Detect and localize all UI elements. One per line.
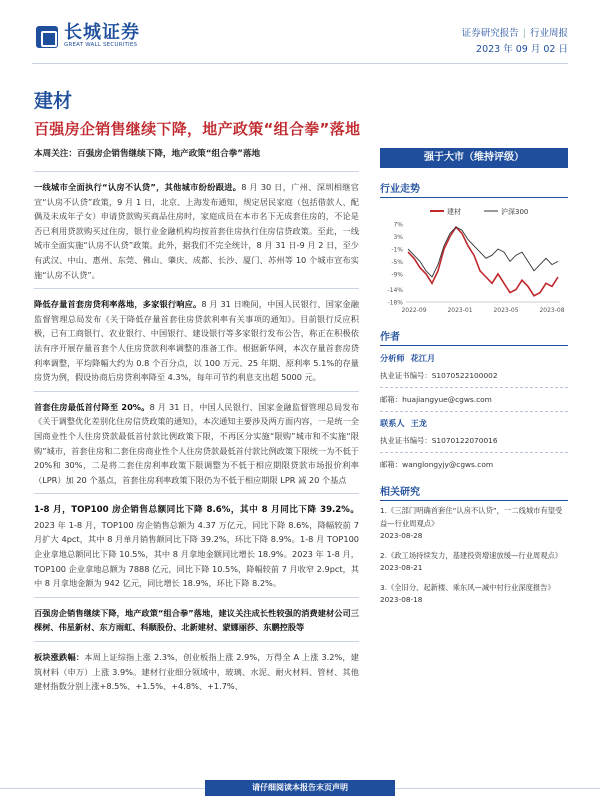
- header-divider: [32, 63, 568, 64]
- contact-email[interactable]: 邮箱：wanglongyjy@cgws.com: [380, 460, 494, 469]
- related-item[interactable]: 2.《政工场持续发力，基建投资增速放缓—行业周观点》: [380, 550, 563, 560]
- sidebar: [380, 148, 568, 614]
- authors-title: 作者: [380, 328, 568, 346]
- y-tick-label: -9%: [391, 271, 403, 279]
- related-title: 相关研究: [380, 483, 568, 501]
- section-2: [34, 288, 359, 385]
- series-line-0: [408, 227, 558, 296]
- y-tick-label: -18%: [387, 299, 403, 307]
- logo-text-en: GREAT WALL SECURITIES: [64, 42, 138, 48]
- section-lead: 一线城市全面执行“认房不认贷”，其他城市纷纷跟进。: [34, 182, 242, 192]
- trend-title: 行业走势: [380, 180, 568, 198]
- report-header: [0, 0, 600, 70]
- trend-chart-svg: [380, 202, 568, 322]
- analyst-name: 花江月: [410, 353, 436, 363]
- main-content: [34, 148, 359, 694]
- related-date: 2023-08-28: [380, 531, 423, 540]
- contact-row: [380, 415, 568, 432]
- analyst-row: [380, 350, 568, 367]
- section-body: 本周上证综指上涨 2.3%，创业板指上涨 2.9%，万得全 A 上涨 3.2%，建筑材料（申万）上涨 3.9%。建材行业细分领域中，玻璃、水泥、耐火材料、管材、其他建材指数分别上涨+8.5%、+1.5%、+4.8%、+1.7%、: [34, 652, 359, 692]
- related-list: [380, 505, 568, 607]
- analyst-label: 分析师: [380, 353, 405, 363]
- section-6: [34, 641, 359, 694]
- legend-label-a: 建材: [447, 208, 461, 216]
- related-date: 2023-08-21: [380, 563, 423, 572]
- section-1: [34, 171, 359, 282]
- section-lead: 首套住房最低首付降至 20%。: [34, 401, 150, 412]
- report-type: 证券研究报告: [461, 28, 519, 39]
- analyst-email[interactable]: 邮箱：huajiangyue@cgws.com: [380, 395, 492, 404]
- weekly-focus: 本周关注：百强房企销售继续下降，地产政策“组合拳”落地: [34, 149, 261, 159]
- report-kind: 行业周报: [529, 28, 568, 39]
- analyst-cert: 执业证书编号：S1070522100002: [380, 371, 498, 380]
- logo-text-cn: 长城证券: [64, 22, 140, 43]
- x-tick-label: 2022-09: [401, 307, 427, 314]
- y-tick-label: 3%: [393, 233, 403, 241]
- section-lead: 百强房企销售继续下降，地产政策“组合拳”落地，建议关注成长性较强的消费建材公司三棵树、伟星新材、东方雨虹、科顺股份、北新建材、蒙娜丽莎、东鹏控股等: [34, 607, 359, 633]
- contact-name: 王龙: [410, 418, 427, 428]
- divider: [380, 387, 568, 388]
- section-5: [34, 597, 359, 635]
- section-body: 2023 年 1-8 月，TOP100 房企销售总额为 4.37 万亿元，同比下降 8.6%，降幅较前 7 月扩大 4pct，其中 8 月单月销售额同比下降 39.2%，环比下降 8.9%。1-8 月 TOP100 企业拿地总额同比下降 10.5%，其中 8 月拿地金额同比增长 18.9%。2023 年 1-8 月，TOP100 企业拿地总额为 7888 亿元，同比下降 10.5%，降幅较前 7 月收窄 2.9pct，其中 8 月拿地金额为 942 亿元，同比增长 18.9%，环比下降 8.2%。: [34, 519, 359, 589]
- footer: [0, 778, 600, 800]
- report-meta: 证券研究报告 | 行业周报 2023 年 09 月 02 日: [462, 26, 568, 58]
- x-tick-label: 2023-05: [493, 307, 519, 314]
- company-logo: [36, 24, 140, 49]
- rating-badge: 强于大市（维持评级）: [380, 148, 568, 168]
- contact-label: 联系人: [380, 418, 405, 428]
- related-item[interactable]: 3.《全旧分、起新楼、乘东风—减中村行业深度报告》: [380, 582, 555, 592]
- section-body: 8 月 30 日，广州、深圳相继官宣“认房不认贷”政策，9 月 1 日，北京、上海发布通知，规定居民家庭（包括借款人、配偶及未成年子女）申请贷款购买商品住房时，家庭成员在本市名下无成套住房的，不论是否已利用贷款购买过住房，银行业金融机构均按首套住房执行住房信贷政策。至此，一线城市全面实施“认房不认贷”政策。此外，据我们不完全统计，8 月 31 日-9 月 2 日，至少有武汉、中山、惠州、东莞、佛山、肇庆、成都、长沙、厦门、苏州等 10 个城市宣布实施“认房不认贷”。: [34, 182, 359, 280]
- y-tick-label: -5%: [391, 258, 403, 266]
- section-lead: 降低存量首套房贷利率落地，多家银行响应。: [34, 299, 202, 310]
- legend-label-b: 沪深300: [501, 208, 529, 216]
- section-lead: 1-8 月，TOP100 房企销售总额同比下降 8.6%，其中 8 月同比下降 39.2%。: [34, 505, 359, 516]
- logo-icon: [36, 26, 58, 48]
- related-item[interactable]: 1.《三部门明确首套住“认房不认贷”，一二线城市有望受益—行业周观点》: [380, 506, 563, 528]
- trend-chart: [380, 202, 568, 322]
- y-tick-label: -14%: [387, 287, 403, 295]
- divider: [380, 452, 568, 453]
- section-body: 8 月 31 日晚间，中国人民银行、国家金融监督管理总局发布《关于降低存量首套住房贷款利率有关事项的通知》。目前银行反应积极，已有工商银行、农业银行、中国银行、建设银行等多家银行发布公告，称正在积极依法有序开展存量首套个人住房贷款利率调整的准备工作。根据新华网，本次存量首套房贷利率调整，平均降幅大约为 0.8 个百分点，以 100 万元、25 年期、原利率 5.1%的存量房贷为例，假设协商后房贷利率降至 4.3%，每年可节约利息支出超 5000 元。: [34, 299, 359, 383]
- y-tick-label: -1%: [391, 246, 403, 254]
- footer-notice: 请仔细阅读本报告末页声明: [205, 780, 395, 796]
- y-tick-label: 7%: [393, 221, 403, 229]
- section-lead: 板块涨跌幅：: [34, 652, 85, 663]
- section-4: [34, 493, 359, 591]
- related-date: 2023-08-18: [380, 595, 423, 604]
- page-title: 百强房企销售继续下降，地产政策“组合拳”落地: [34, 120, 361, 138]
- sector-title: 建材: [34, 90, 73, 112]
- report-date: 2023 年 09 月 02 日: [476, 44, 568, 55]
- section-body: 8 月 31 日，中国人民银行、国家金融监督管理总局发布《关于调整优化差别化住房信贷政策的通知》，本次通知主要涉及两方面内容，一是统一全国商业性个人住房贷款最低首付款比例政策下限，不再区分实施“限购”城市和不实施“限购”城市，首套住房和二套住房商业性个人住房贷款最低首付款比例政策下限统一为不低于 20%和 30%，二是将二套住房利率政策下限调整为不低于相应期限贷款市场报价利率（LPR）加 20 个基点，首套住房利率政策下限仍为不低于相应期限 LPR 减 20 个基点: [34, 401, 360, 485]
- section-3: [34, 391, 359, 488]
- series-line-1: [408, 227, 558, 277]
- x-tick-label: 2023-01: [447, 307, 473, 314]
- divider: [380, 411, 568, 412]
- contact-cert: 执业证书编号：S1070122070016: [380, 436, 498, 445]
- x-tick-label: 2023-08: [539, 307, 565, 314]
